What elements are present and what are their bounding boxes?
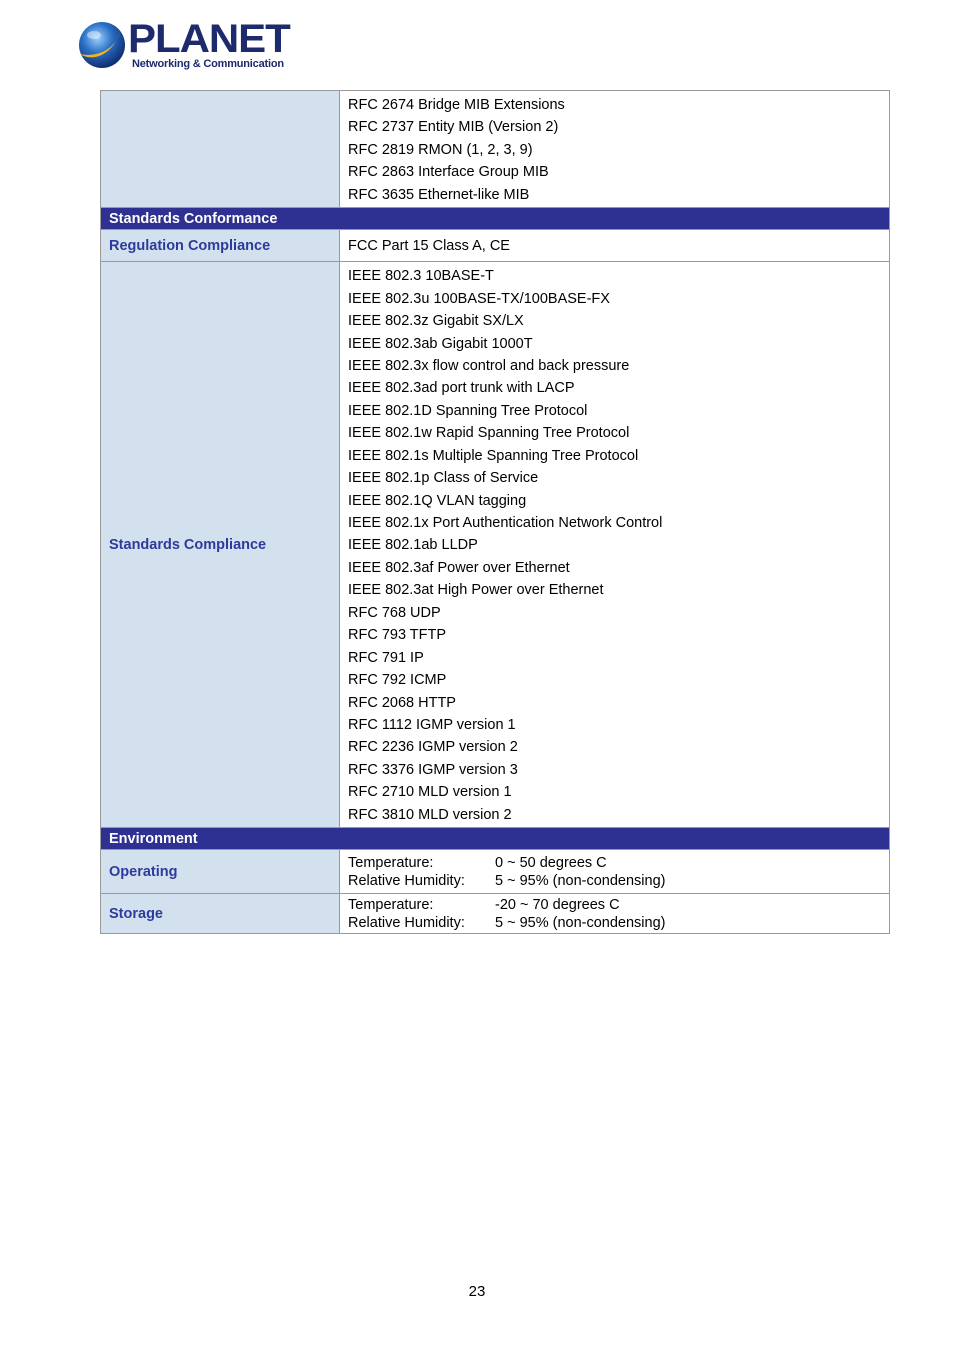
humidity-value: 5 ~ 95% (non-condensing) [495,872,666,889]
standard-item: IEEE 802.3z Gigabit SX/LX [348,313,524,330]
standard-item: IEEE 802.3ad port trunk with LACP [348,380,575,397]
standard-item: IEEE 802.1p Class of Service [348,470,539,487]
temperature-value: -20 ~ 70 degrees C [495,896,620,913]
standard-item: IEEE 802.1D Spanning Tree Protocol [348,402,588,419]
planet-logo [76,17,290,74]
humidity-key: Relative Humidity: [348,872,465,889]
standard-item: IEEE 802.1Q VLAN tagging [348,492,527,509]
standard-item: RFC 2710 MLD version 1 [348,784,512,801]
standard-item: RFC 3376 IGMP version 3 [348,761,518,778]
mib-item: RFC 3635 Ethernet-like MIB [348,186,530,203]
specification-table [100,90,890,934]
temperature-key: Temperature: [348,896,434,913]
mib-item: RFC 2819 RMON (1, 2, 3, 9) [348,141,533,158]
standard-item: RFC 792 ICMP [348,672,447,689]
humidity-key: Relative Humidity: [348,914,465,931]
mib-label-cell [101,91,340,208]
operating-label: Operating [101,850,340,894]
storage-row [101,894,890,934]
page-number: 23 [468,1283,486,1300]
standards-row [101,262,890,828]
standard-item: RFC 768 UDP [348,604,441,621]
standards-list [340,262,890,828]
mib-item: RFC 2863 Interface Group MIB [348,164,549,181]
standard-item: IEEE 802.3u 100BASE-TX/100BASE-FX [348,290,610,307]
logo-tagline: Networking & Communication [132,58,284,70]
section-title-standards: Standards Conformance [101,208,890,230]
section-header-row [101,208,890,230]
regulation-label: Regulation Compliance [101,230,340,262]
standard-item: IEEE 802.1w Rapid Spanning Tree Protocol [348,425,630,442]
humidity-value: 5 ~ 95% (non-condensing) [495,914,666,931]
logo-wordmark: PLANET [128,17,290,61]
standard-item: RFC 793 TFTP [348,627,447,644]
standards-label: Standards Compliance [101,262,340,828]
standard-item: RFC 2236 IGMP version 2 [348,739,518,756]
standard-item: RFC 791 IP [348,649,424,666]
regulation-value: FCC Part 15 Class A, CE [340,230,890,262]
operating-row [101,850,890,894]
operating-values [340,850,890,894]
standard-item: IEEE 802.1x Port Authentication Network Control [348,515,663,531]
storage-values [340,894,890,934]
mib-value-cell [340,91,890,208]
temperature-key: Temperature: [348,854,434,871]
standard-item: IEEE 802.1s Multiple Spanning Tree Protocol [348,447,639,464]
standard-item: IEEE 802.1ab LLDP [348,537,478,554]
standard-item: RFC 3810 MLD version 2 [348,806,512,823]
section-title-environment: Environment [101,828,890,850]
standard-item: IEEE 802.3x flow control and back pressure [348,357,630,374]
standard-item: RFC 1112 IGMP version 1 [348,716,516,733]
standard-item: IEEE 802.3ab Gigabit 1000T [348,335,533,352]
mib-row [101,91,890,208]
globe-icon [76,18,128,72]
regulation-row [101,230,890,262]
standard-item: IEEE 802.3 10BASE-T [348,268,494,285]
mib-item: RFC 2674 Bridge MIB Extensions [348,97,565,113]
section-header-row [101,828,890,850]
standard-item: IEEE 802.3af Power over Ethernet [348,559,570,576]
storage-label: Storage [101,894,340,934]
mib-item: RFC 2737 Entity MIB (Version 2) [348,119,559,136]
standard-item: IEEE 802.3at High Power over Ethernet [348,582,604,599]
temperature-value: 0 ~ 50 degrees C [495,854,607,871]
standard-item: RFC 2068 HTTP [348,694,456,711]
